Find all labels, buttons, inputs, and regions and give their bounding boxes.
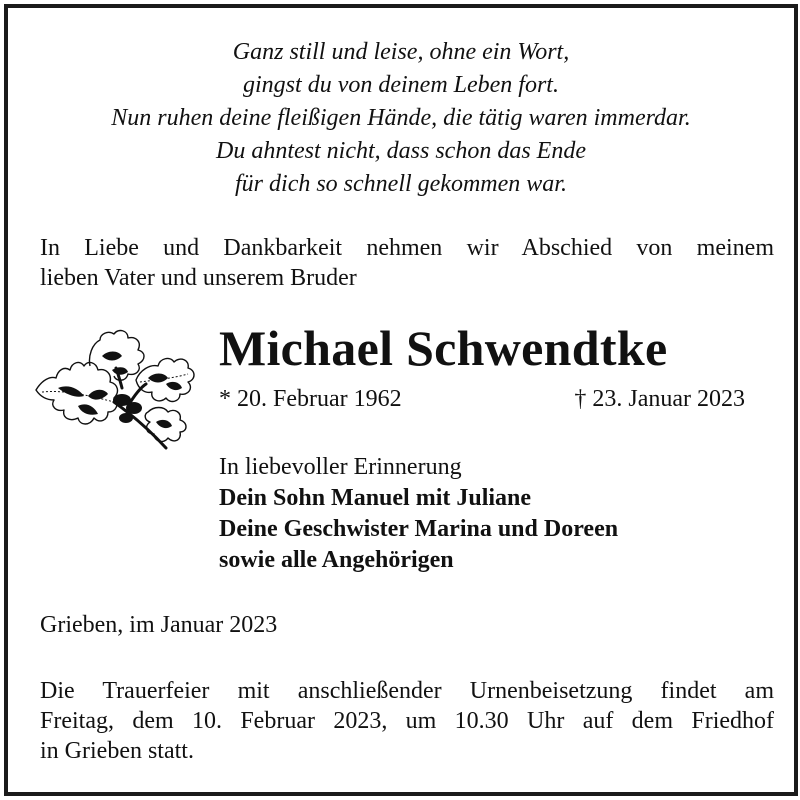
birth-date: * 20. Februar 1962 <box>219 386 402 412</box>
poem-line: Nun ruhen deine fleißigen Hände, die tätig waren immerdar. <box>111 105 691 131</box>
service-line: Freitag, dem 10. Februar 2023, um 10.30 Uhr auf dem Friedhof <box>40 708 774 734</box>
service-info <box>40 676 774 766</box>
mourner-line: Dein Sohn Manuel mit Juliane <box>219 485 532 511</box>
poem <box>8 36 794 201</box>
service-line: in Grieben statt. <box>40 738 194 764</box>
poem-line: Ganz still und leise, ohne ein Wort, <box>232 39 570 65</box>
mourner-line: Deine Geschwister Marina und Doreen <box>219 516 619 542</box>
poem-line: für dich so schnell gekommen war. <box>235 171 567 197</box>
memory-block <box>219 452 618 576</box>
poem-line: gingst du von deinem Leben fort. <box>243 72 559 98</box>
poem-line: Du ahntest nicht, dass schon das Ende <box>216 138 586 164</box>
memory-heading: In liebevoller Erinnerung <box>219 454 462 480</box>
intro-line: In Liebe und Dankbarkeit nehmen wir Abschied von meinem <box>40 235 774 261</box>
death-date: † 23. Januar 2023 <box>574 386 745 412</box>
deceased-name: Michael Schwendtke <box>219 320 668 376</box>
service-line: Die Trauerfeier mit anschließender Urnenbeisetzung findet am <box>40 678 774 704</box>
oak-leaf-icon <box>28 326 200 456</box>
obituary-notice <box>4 4 798 796</box>
place-date: Grieben, im Januar 2023 <box>40 612 278 638</box>
farewell-intro <box>40 233 774 293</box>
intro-line: lieben Vater und unserem Bruder <box>40 265 357 291</box>
mourner-line: sowie alle Angehörigen <box>219 547 454 573</box>
